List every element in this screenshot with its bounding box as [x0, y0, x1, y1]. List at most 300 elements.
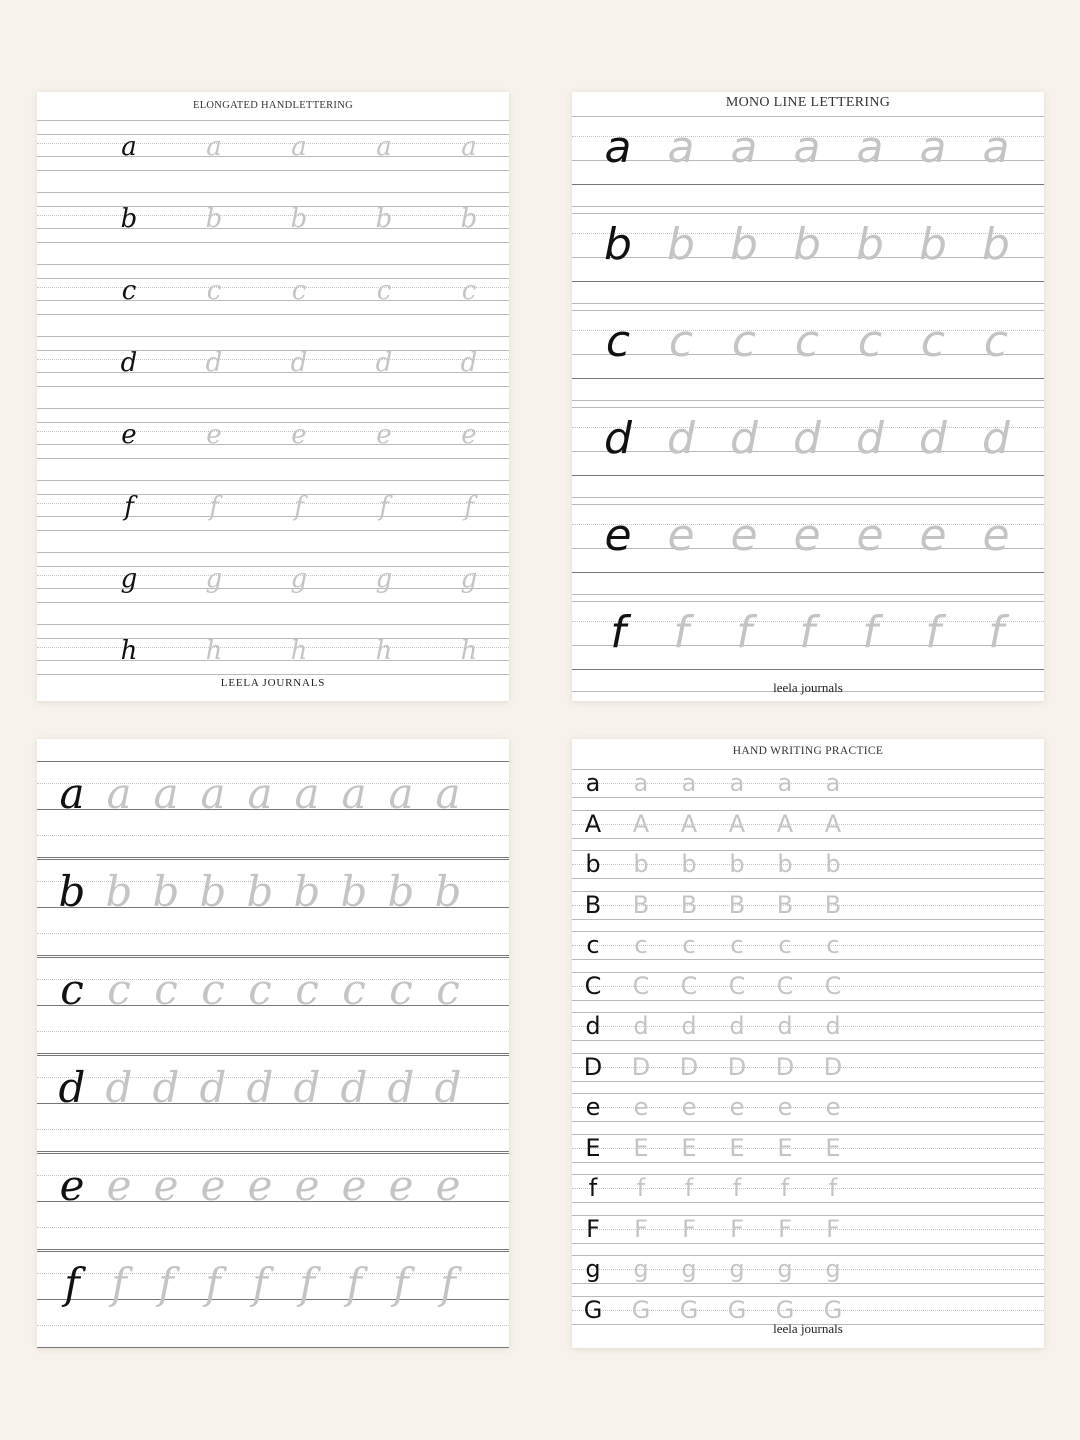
tracing-letter: f [464, 492, 474, 522]
tracing-letter: c [730, 931, 744, 959]
practice-row [572, 310, 1044, 407]
guide-line [572, 303, 1044, 304]
guide-line [572, 1283, 1044, 1284]
guide-line [37, 859, 509, 860]
tracing-letter: e [206, 420, 222, 450]
sheet-footer: LEELA JOURNALS [220, 677, 326, 689]
tracing-letter: b [387, 867, 415, 916]
tracing-letter: b [777, 850, 793, 878]
guide-line [572, 378, 1044, 379]
tracing-letter: d [460, 348, 478, 378]
guide-line [37, 134, 509, 135]
tracing-letter: D [775, 1052, 795, 1081]
tracing-letter: G [679, 1295, 699, 1324]
guide-line [37, 660, 509, 661]
tracing-letter: g [290, 564, 308, 594]
tracing-letter: C [776, 971, 794, 1000]
tracing-letter: D [727, 1052, 747, 1081]
guide-line [37, 957, 509, 958]
tracing-letter: f [379, 492, 389, 522]
tracing-letter: e [919, 510, 947, 561]
tracing-letter: e [729, 1093, 745, 1121]
guide-line [37, 120, 509, 121]
tracing-letter: G [775, 1295, 795, 1324]
guide-line [37, 933, 509, 934]
model-letter: g [585, 1255, 601, 1283]
tracing-letter: f [988, 607, 1004, 658]
tracing-letter: e [291, 420, 307, 450]
model-letter: e [585, 1093, 601, 1121]
practice-row [572, 116, 1044, 213]
guide-line [37, 1299, 509, 1300]
tracing-letter: c [634, 931, 648, 959]
tracing-letter: E [825, 1133, 841, 1162]
practice-row [572, 1255, 1044, 1296]
guide-line [37, 336, 509, 337]
practice-rows [37, 120, 509, 701]
tracing-letter: f [299, 1259, 315, 1308]
guide-line [37, 143, 509, 144]
tracing-letter: D [679, 1052, 699, 1081]
guide-line [37, 408, 509, 409]
tracing-letter: e [825, 1093, 841, 1121]
guide-line [37, 215, 509, 216]
sheet-brush-lettering [37, 739, 509, 1348]
tracing-letter: a [982, 122, 1010, 173]
tracing-letter: a [291, 132, 307, 162]
tracing-letter: E [777, 1133, 793, 1162]
practice-row [572, 504, 1044, 601]
tracing-letter: b [730, 219, 758, 270]
tracing-letter: F [682, 1214, 696, 1243]
tracing-letter: e [667, 510, 695, 561]
guide-line [37, 503, 509, 504]
guide-line [37, 566, 509, 567]
guide-line [572, 1162, 1044, 1163]
model-letter: d [120, 348, 138, 378]
practice-row [572, 769, 1044, 810]
guide-line [37, 1031, 509, 1032]
guide-line [37, 674, 509, 675]
guide-line [572, 959, 1044, 960]
tracing-letter: f [252, 1259, 268, 1308]
tracing-letter: f [209, 492, 219, 522]
tracing-letter: b [667, 219, 695, 270]
guide-line [37, 287, 509, 288]
guide-line [37, 444, 509, 445]
tracing-letter: c [291, 276, 307, 306]
tracing-letter: a [633, 769, 649, 797]
practice-row [37, 1055, 509, 1153]
tracing-letter: f [158, 1259, 174, 1308]
tracing-letter: e [982, 510, 1010, 561]
tracing-letter: d [387, 1063, 415, 1112]
model-letter: f [588, 1174, 598, 1202]
guide-line [572, 797, 1044, 798]
tracing-letter: f [440, 1259, 456, 1308]
tracing-letter: D [823, 1052, 843, 1081]
tracing-letter: b [199, 867, 227, 916]
guide-line [572, 1000, 1044, 1001]
tracing-letter: c [668, 316, 694, 367]
tracing-letter: a [777, 769, 793, 797]
tracing-letter: b [434, 867, 462, 916]
tracing-letter: a [247, 769, 273, 818]
sheet-footer: leela journals [773, 680, 843, 695]
tracing-letter: d [825, 1012, 841, 1040]
guide-line [572, 206, 1044, 207]
tracing-letter: c [983, 316, 1009, 367]
model-letter: a [59, 769, 85, 818]
tracing-letter: e [730, 510, 758, 561]
tracing-letter: f [828, 1174, 838, 1202]
practice-row [572, 1012, 1044, 1053]
tracing-letter: b [729, 850, 745, 878]
practice-row [572, 891, 1044, 932]
tracing-letter: c [794, 316, 820, 367]
tracing-letter: d [919, 413, 947, 464]
tracing-letter: e [633, 1093, 649, 1121]
model-letter: f [124, 492, 134, 522]
tracing-letter: c [389, 965, 413, 1014]
tracing-letter: a [388, 769, 414, 818]
guide-line [37, 192, 509, 193]
guide-line [37, 156, 509, 157]
tracing-letter: c [461, 276, 477, 306]
tracing-letter: b [246, 867, 274, 916]
tracing-letter: b [856, 219, 884, 270]
tracing-letter: d [793, 413, 821, 464]
guide-line [37, 624, 509, 625]
model-letter: c [586, 931, 600, 959]
model-letter: a [585, 769, 601, 797]
tracing-letter: e [341, 1161, 367, 1210]
model-letter: G [583, 1295, 603, 1324]
tracing-letter: c [857, 316, 883, 367]
guide-line [572, 116, 1044, 117]
tracing-letter: g [633, 1255, 649, 1283]
tracing-letter: a [825, 769, 841, 797]
model-letter: d [58, 1063, 86, 1112]
tracing-letter: c [248, 965, 272, 1014]
tracing-letter: E [729, 1133, 745, 1162]
practice-row [37, 1251, 509, 1348]
tracing-letter: a [200, 769, 226, 818]
sheet-title: MONO LINE LETTERING [725, 95, 891, 110]
tracing-letter: G [727, 1295, 747, 1324]
tracing-letter: a [294, 769, 320, 818]
tracing-letter: a [856, 122, 884, 173]
model-letter: c [605, 316, 631, 367]
guide-line [37, 530, 509, 531]
model-letter: b [120, 204, 138, 234]
practice-row [572, 213, 1044, 310]
tracing-letter: A [824, 809, 842, 838]
model-letter: f [64, 1259, 80, 1308]
tracing-letter: f [780, 1174, 790, 1202]
tracing-letter: d [982, 413, 1010, 464]
practice-rows [572, 116, 1044, 701]
practice-rows [572, 769, 1044, 1348]
guide-line [572, 213, 1044, 214]
tracing-letter: c [342, 965, 366, 1014]
tracing-letter: b [375, 204, 393, 234]
practice-row [572, 850, 1044, 891]
tracing-letter: a [435, 769, 461, 818]
model-letter: g [120, 564, 138, 594]
tracing-letter: F [730, 1214, 744, 1243]
tracing-letter: C [728, 971, 746, 1000]
tracing-letter: B [632, 890, 650, 919]
guide-line [572, 504, 1044, 505]
guide-line [37, 955, 509, 956]
tracing-letter: C [680, 971, 698, 1000]
tracing-letter: d [777, 1012, 793, 1040]
tracing-letter: E [633, 1133, 649, 1162]
practice-row [572, 407, 1044, 504]
tracing-letter: c [295, 965, 319, 1014]
tracing-letter: a [919, 122, 947, 173]
tracing-letter: d [681, 1012, 697, 1040]
tracing-letter: h [375, 636, 393, 666]
guide-line [37, 1325, 509, 1326]
guide-line [572, 601, 1044, 602]
practice-row [37, 957, 509, 1055]
sheet-mono-line-lettering [572, 92, 1044, 701]
tracing-letter: c [682, 931, 696, 959]
guide-line [572, 572, 1044, 573]
practice-row [572, 1093, 1044, 1134]
tracing-letter: c [920, 316, 946, 367]
sheet-title: HAND WRITING PRACTICE [732, 745, 884, 757]
tracing-letter: h [205, 636, 223, 666]
guide-line [572, 281, 1044, 282]
tracing-letter: c [826, 931, 840, 959]
model-letter: e [604, 510, 632, 561]
tracing-letter: A [680, 809, 698, 838]
model-letter: d [604, 413, 632, 464]
guide-line [572, 878, 1044, 879]
tracing-letter: g [375, 564, 393, 594]
model-letter: B [584, 890, 602, 919]
practice-row [572, 931, 1044, 972]
tracing-letter: g [729, 1255, 745, 1283]
tracing-letter: e [681, 1093, 697, 1121]
tracing-letter: a [106, 769, 132, 818]
guide-line [37, 300, 509, 301]
tracing-letter: F [778, 1214, 792, 1243]
tracing-letter: B [824, 890, 842, 919]
tracing-letter: d [340, 1063, 368, 1112]
tracing-letter: d [105, 1063, 133, 1112]
tracing-letter: c [201, 965, 225, 1014]
tracing-letter: d [293, 1063, 321, 1112]
guide-line [37, 431, 509, 432]
tracing-letter: f [346, 1259, 362, 1308]
model-letter: a [604, 122, 632, 173]
tracing-letter: g [681, 1255, 697, 1283]
tracing-letter: B [680, 890, 698, 919]
practice-row [572, 1215, 1044, 1256]
tracing-letter: b [205, 204, 223, 234]
tracing-letter: g [205, 564, 223, 594]
guide-line [572, 184, 1044, 185]
tracing-letter: h [460, 636, 478, 666]
tracing-letter: D [631, 1052, 651, 1081]
tracing-letter: e [200, 1161, 226, 1210]
tracing-letter: e [376, 420, 392, 450]
tracing-letter: b [681, 850, 697, 878]
tracing-letter: f [732, 1174, 742, 1202]
guide-line [37, 1347, 509, 1348]
guide-line [572, 407, 1044, 408]
guide-line [37, 359, 509, 360]
guide-line [572, 310, 1044, 311]
tracing-letter: B [776, 890, 794, 919]
tracing-letter: f [294, 492, 304, 522]
tracing-letter: a [667, 122, 695, 173]
guide-line [37, 1153, 509, 1154]
guide-line [37, 761, 509, 762]
tracing-letter: G [823, 1295, 843, 1324]
tracing-letter: d [375, 348, 393, 378]
guide-line [37, 638, 509, 639]
tracing-letter: g [777, 1255, 793, 1283]
guide-line [37, 242, 509, 243]
guide-line [37, 1227, 509, 1228]
tracing-letter: d [290, 348, 308, 378]
tracing-letter: d [434, 1063, 462, 1112]
practice-row [37, 336, 509, 408]
practice-row [572, 972, 1044, 1013]
tracing-letter: b [293, 867, 321, 916]
guide-line [37, 1055, 509, 1056]
guide-line [572, 1243, 1044, 1244]
tracing-letter: e [435, 1161, 461, 1210]
tracing-letter: A [776, 809, 794, 838]
model-letter: c [60, 965, 84, 1014]
model-letter: h [120, 636, 138, 666]
guide-line [572, 400, 1044, 401]
tracing-letter: b [152, 867, 180, 916]
tracing-letter: c [107, 965, 131, 1014]
guide-line [37, 1053, 509, 1054]
tracing-letter: C [632, 971, 650, 1000]
tracing-letter: a [729, 769, 745, 797]
guide-line [572, 594, 1044, 595]
tracing-letter: a [730, 122, 758, 173]
tracing-letter: e [856, 510, 884, 561]
guide-line [37, 372, 509, 373]
tracing-letter: a [376, 132, 392, 162]
guide-line [37, 1249, 509, 1250]
guide-line [37, 552, 509, 553]
tracing-letter: e [106, 1161, 132, 1210]
tracing-letter: b [793, 219, 821, 270]
model-letter: b [604, 219, 632, 270]
tracing-letter: F [826, 1214, 840, 1243]
guide-line [37, 835, 509, 836]
guide-line [37, 278, 509, 279]
guide-line [572, 1081, 1044, 1082]
tracing-letter: b [290, 204, 308, 234]
guide-line [572, 669, 1044, 670]
practice-row [37, 408, 509, 480]
guide-line [572, 475, 1044, 476]
tracing-letter: c [206, 276, 222, 306]
guide-line [37, 314, 509, 315]
tracing-letter: c [731, 316, 757, 367]
guide-line [37, 264, 509, 265]
practice-row [37, 552, 509, 624]
guide-line [37, 386, 509, 387]
guide-line [572, 497, 1044, 498]
practice-row [37, 120, 509, 192]
tracing-letter: d [667, 413, 695, 464]
sheet-hand-writing-practice [572, 739, 1044, 1348]
guide-line [37, 602, 509, 603]
practice-row [37, 1153, 509, 1251]
practice-row [572, 1053, 1044, 1094]
sheet-footer: leela journals [773, 1321, 843, 1336]
tracing-letter: d [729, 1012, 745, 1040]
practice-row [37, 480, 509, 552]
tracing-letter: d [152, 1063, 180, 1112]
model-letter: A [584, 809, 602, 838]
guide-line [37, 228, 509, 229]
guide-line [572, 1040, 1044, 1041]
tracing-letter: f [684, 1174, 694, 1202]
practice-rows [37, 761, 509, 1348]
tracing-letter: b [340, 867, 368, 916]
tracing-letter: b [633, 850, 649, 878]
model-letter: F [586, 1214, 600, 1243]
tracing-letter: a [461, 132, 477, 162]
tracing-letter: a [681, 769, 697, 797]
tracing-letter: a [341, 769, 367, 818]
tracing-letter: d [205, 348, 223, 378]
model-letter: D [583, 1052, 603, 1081]
tracing-letter: f [862, 607, 878, 658]
tracing-letter: G [631, 1295, 651, 1324]
tracing-letter: f [925, 607, 941, 658]
tracing-letter: e [247, 1161, 273, 1210]
tracing-letter: b [919, 219, 947, 270]
guide-line [37, 1273, 509, 1274]
guide-line [37, 1251, 509, 1252]
model-letter: c [121, 276, 137, 306]
guide-line [37, 206, 509, 207]
model-letter: E [585, 1133, 601, 1162]
guide-line [37, 170, 509, 171]
tracing-letter: d [633, 1012, 649, 1040]
tracing-letter: e [461, 420, 477, 450]
tracing-letter: f [111, 1259, 127, 1308]
tracing-letter: a [206, 132, 222, 162]
tracing-letter: f [736, 607, 752, 658]
tracing-letter: e [777, 1093, 793, 1121]
tracing-letter: f [393, 1259, 409, 1308]
tracing-letter: g [825, 1255, 841, 1283]
guide-line [37, 1151, 509, 1152]
tracing-letter: c [154, 965, 178, 1014]
tracing-letter: e [388, 1161, 414, 1210]
model-letter: b [58, 867, 86, 916]
tracing-letter: c [376, 276, 392, 306]
practice-row [37, 264, 509, 336]
tracing-letter: b [982, 219, 1010, 270]
tracing-letter: B [728, 890, 746, 919]
